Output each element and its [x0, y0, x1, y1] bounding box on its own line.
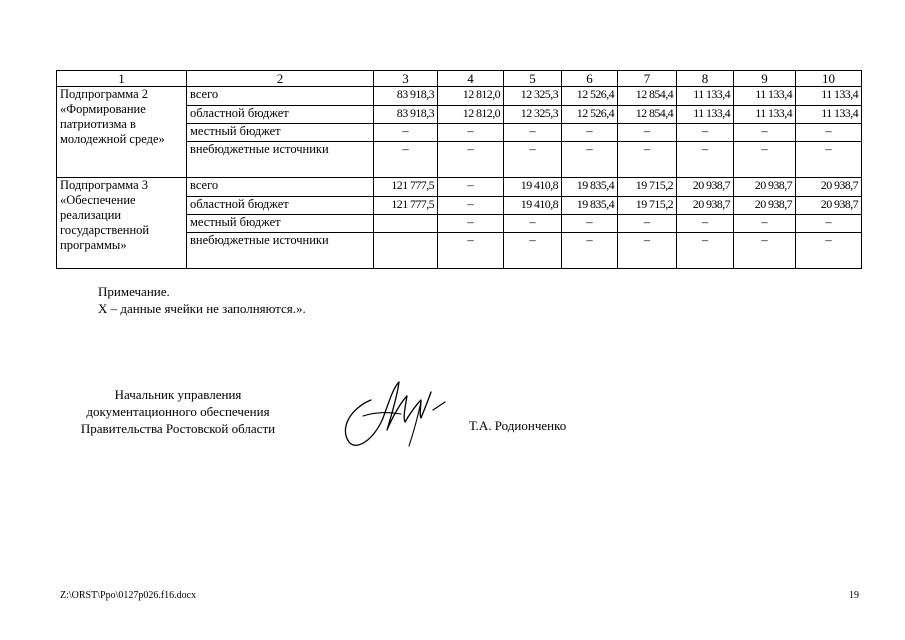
table-cell: 20 938,7: [796, 178, 862, 197]
column-header: 2: [187, 71, 374, 87]
table-cell: –: [438, 233, 504, 269]
table-cell: –: [677, 142, 734, 178]
table-cell: 12 325,3: [504, 87, 562, 106]
table-cell: –: [504, 142, 562, 178]
table-cell: [374, 215, 438, 233]
table-cell: 20 938,7: [796, 197, 862, 215]
table-cell: 20 938,7: [677, 178, 734, 197]
table-cell: –: [504, 215, 562, 233]
funding-source-label: внебюджетные источники: [187, 233, 374, 269]
funding-source-label: местный бюджет: [187, 124, 374, 142]
table-cell: –: [562, 124, 618, 142]
table-cell: 11 133,4: [796, 87, 862, 106]
table-cell: 12 325,3: [504, 106, 562, 124]
table-cell: 12 812,0: [438, 87, 504, 106]
table-cell: –: [796, 142, 862, 178]
table-cell: –: [618, 215, 677, 233]
table-cell: 11 133,4: [677, 106, 734, 124]
column-header: 4: [438, 71, 504, 87]
table-cell: –: [504, 124, 562, 142]
table-cell: –: [677, 215, 734, 233]
table-cell: –: [734, 233, 796, 269]
table-cell: –: [618, 124, 677, 142]
table-cell: –: [438, 197, 504, 215]
table-cell: –: [677, 124, 734, 142]
table-cell: –: [374, 124, 438, 142]
table-cell: –: [796, 124, 862, 142]
table-cell: 19 715,2: [618, 197, 677, 215]
table-cell: –: [438, 124, 504, 142]
table-header-row: [57, 71, 862, 87]
table-cell: –: [734, 124, 796, 142]
table-cell: –: [618, 142, 677, 178]
table-cell: –: [562, 215, 618, 233]
table-cell: 12 526,4: [562, 87, 618, 106]
budget-table: [56, 70, 862, 269]
column-header: 1: [57, 71, 187, 87]
table-row: [57, 178, 862, 197]
table-cell: 20 938,7: [734, 197, 796, 215]
page-number: 19: [849, 590, 859, 601]
table-cell: 83 918,3: [374, 87, 438, 106]
position-line: документационного обеспечения: [86, 404, 270, 419]
funding-source-label: всего: [187, 87, 374, 106]
table-cell: –: [562, 142, 618, 178]
table-cell: 83 918,3: [374, 106, 438, 124]
funding-source-label: областной бюджет: [187, 106, 374, 124]
table-cell: 20 938,7: [677, 197, 734, 215]
position-line: Начальник управления: [114, 387, 242, 402]
handwritten-signature: [333, 372, 451, 454]
table-cell: –: [438, 178, 504, 197]
table-cell: –: [796, 215, 862, 233]
position-line: Правительства Ростовской области: [80, 421, 276, 436]
column-header: 6: [562, 71, 618, 87]
table-cell: 121 777,5: [374, 178, 438, 197]
note-title: Примечание.: [98, 284, 170, 299]
table-cell: 19 410,8: [504, 197, 562, 215]
table-cell: 12 526,4: [562, 106, 618, 124]
funding-source-label: местный бюджет: [187, 215, 374, 233]
table-cell: 12 854,4: [618, 106, 677, 124]
table-cell: 20 938,7: [734, 178, 796, 197]
table-cell: –: [734, 142, 796, 178]
column-header: 10: [796, 71, 862, 87]
footer-file-path: Z:\ORST\Ppo\0127p026.f16.docx: [60, 590, 197, 601]
table-cell: –: [438, 142, 504, 178]
column-header: 3: [374, 71, 438, 87]
table-row: [57, 87, 862, 106]
table-cell: [374, 233, 438, 269]
table-cell: –: [374, 142, 438, 178]
table-cell: –: [734, 215, 796, 233]
table-cell: 19 715,2: [618, 178, 677, 197]
table-cell: –: [562, 233, 618, 269]
note-text: Х – данные ячейки не заполняются.».: [98, 301, 306, 316]
table-cell: 19 835,4: [562, 178, 618, 197]
subprogram-name: Подпрограмма 3 «Обеспечение реализации государственной программы»: [57, 178, 187, 269]
column-header: 9: [734, 71, 796, 87]
funding-source-label: всего: [187, 178, 374, 197]
table-cell: 121 777,5: [374, 197, 438, 215]
table-cell: –: [677, 233, 734, 269]
table-cell: –: [438, 215, 504, 233]
table-cell: 11 133,4: [796, 106, 862, 124]
table-cell: 19 410,8: [504, 178, 562, 197]
column-header: 8: [677, 71, 734, 87]
table-cell: 11 133,4: [734, 106, 796, 124]
column-header: 7: [618, 71, 677, 87]
table-cell: –: [796, 233, 862, 269]
table-cell: –: [504, 233, 562, 269]
funding-source-label: областной бюджет: [187, 197, 374, 215]
table-cell: 12 812,0: [438, 106, 504, 124]
table-cell: 11 133,4: [734, 87, 796, 106]
table-cell: 12 854,4: [618, 87, 677, 106]
column-header: 5: [504, 71, 562, 87]
table-cell: 19 835,4: [562, 197, 618, 215]
table-cell: –: [618, 233, 677, 269]
funding-source-label: внебюджетные источники: [187, 142, 374, 178]
subprogram-name: Подпрограмма 2 «Формирование патриотизма в молодежной среде»: [57, 87, 187, 178]
signer-name: Т.А. Родионченко: [469, 418, 567, 433]
table-cell: 11 133,4: [677, 87, 734, 106]
signature-position-title: [62, 386, 294, 437]
